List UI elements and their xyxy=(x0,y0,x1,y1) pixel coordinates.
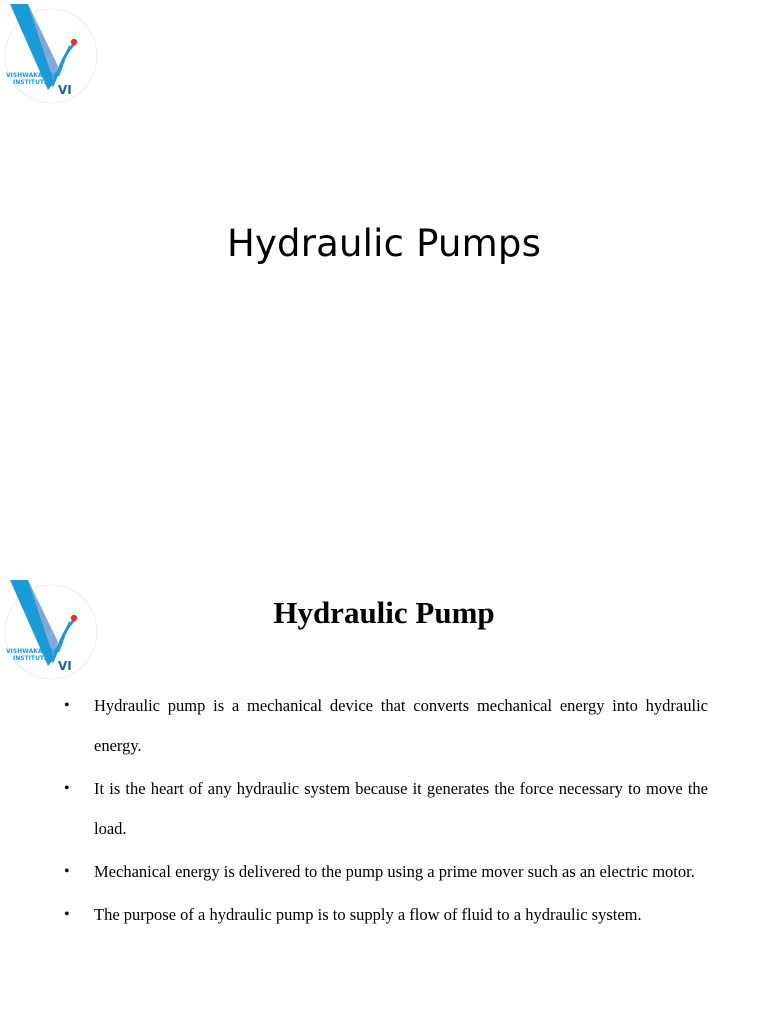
logo-text-line2: INSTITUTES xyxy=(13,655,53,662)
bullet-text: Hydraulic pump is a mechanical device that converts mechanical energy into hydraulic energy. xyxy=(94,696,708,755)
bullet-icon: • xyxy=(64,863,70,880)
logo-text-line2: INSTITUTES xyxy=(13,79,53,86)
bullet-icon: • xyxy=(64,780,70,797)
bullet-text: It is the heart of any hydraulic system because it generates the force necessary to move the load. xyxy=(94,779,708,838)
bullet-list xyxy=(64,686,708,938)
content-slide xyxy=(0,576,768,1024)
bullet-text: Mechanical energy is delivered to the pump using a prime mover such as an electric motor. xyxy=(94,862,695,881)
bullet-item xyxy=(64,769,708,849)
logo-monogram: VI xyxy=(58,83,72,97)
bullet-item xyxy=(64,852,708,892)
logo-text-line1: VISHWAKARMA xyxy=(6,648,58,655)
bullet-item xyxy=(64,895,708,935)
bullet-text: The purpose of a hydraulic pump is to supply a flow of fluid to a hydraulic system. xyxy=(94,905,642,924)
bullet-icon: • xyxy=(64,697,70,714)
vishwakarma-institutes-logo xyxy=(2,4,100,104)
bullet-icon: • xyxy=(64,906,70,923)
logo-monogram: VI xyxy=(58,659,72,673)
bullet-item xyxy=(64,686,708,766)
slide-title: Hydraulic Pump xyxy=(273,595,495,630)
slide-title: Hydraulic Pumps xyxy=(226,222,542,265)
logo-text-line1: VISHWAKARMA xyxy=(6,72,58,79)
